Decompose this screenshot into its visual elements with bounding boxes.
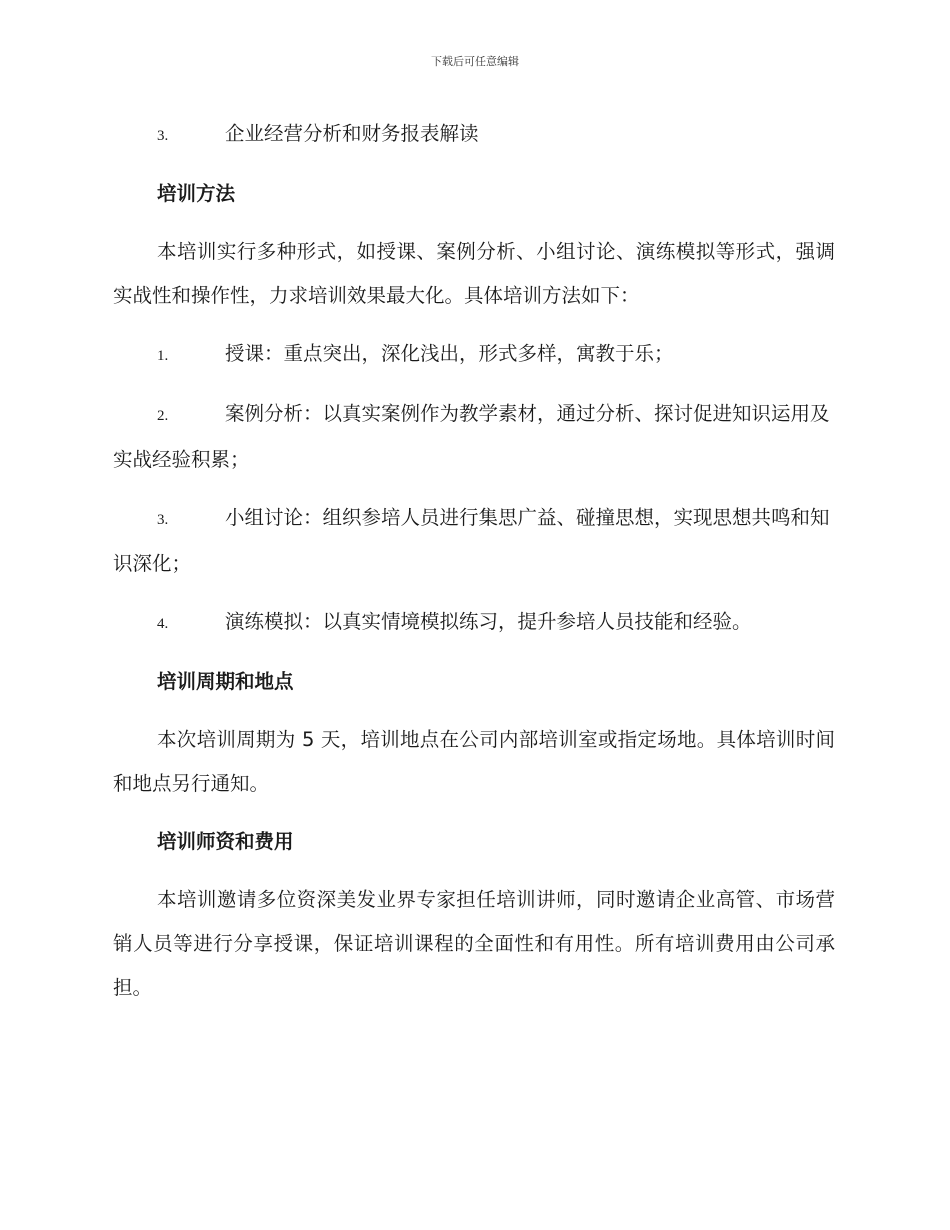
list-text: 小组讨论：组织参培人员进行集思广益、碰撞思想，实现思想共鸣和知识深化； [113, 506, 830, 575]
page-header-note: 下载后可任意编辑 [431, 55, 519, 68]
paragraph-methods-intro: 本培训实行多种形式，如授课、案例分析、小组讨论、演练模拟等形式，强调实战性和操作性，力求培训效果最大化。具体培训方法如下： [113, 240, 835, 307]
paragraph-period: 本次培训周期为 5 天，培训地点在公司内部培训室或指定场地。具体培训时间和地点另行通知。 [113, 728, 835, 795]
paragraph-teachers: 本培训邀请多位资深美发业界专家担任培训讲师，同时邀请企业高管、市场营销人员等进行分享授课，保证培训课程的全面性和有用性。所有培训费用由公司承担。 [113, 888, 835, 999]
list-text: 授课：重点突出，深化浅出，形式多样，寓教于乐； [225, 342, 674, 365]
section-heading-methods: 培训方法 [157, 182, 236, 205]
list-item [113, 112, 835, 158]
section-heading-period: 培训周期和地点 [157, 670, 294, 693]
section-heading-teachers: 培训师资和费用 [157, 830, 294, 853]
list-text: 企业经营分析和财务报表解读 [225, 122, 479, 145]
list-number: 4. [157, 616, 169, 632]
list-text: 演练模拟：以真实情境模拟练习，提升参培人员技能和经验。 [225, 610, 752, 633]
list-number: 3. [157, 128, 169, 144]
list-number: 3. [157, 512, 169, 528]
list-number: 2. [157, 408, 169, 424]
list-item [113, 600, 835, 646]
list-number: 1. [157, 348, 169, 364]
list-item [113, 496, 835, 586]
list-item [113, 392, 835, 482]
document-body [113, 112, 835, 1024]
list-item [113, 332, 835, 378]
list-text: 案例分析：以真实案例作为教学素材，通过分析、探讨促进知识运用及实战经验积累； [113, 402, 830, 471]
